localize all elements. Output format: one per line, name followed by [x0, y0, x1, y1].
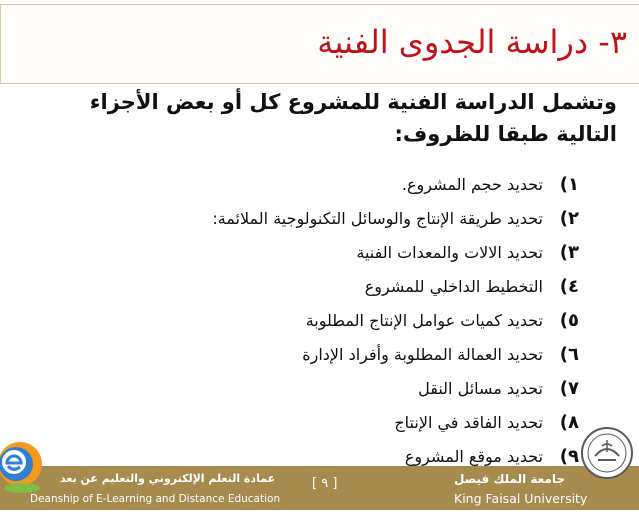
footer-bar — [0, 466, 639, 510]
item-text: تحديد العمالة المطلوبة وأفراد الإدارة — [302, 344, 543, 364]
item-number: ٦) — [559, 343, 579, 365]
item-number: ٨) — [559, 411, 579, 433]
list-item — [59, 269, 579, 303]
list-item — [59, 167, 579, 201]
item-text: تحديد الالات والمعدات الفنية — [356, 242, 543, 262]
item-text: تحديد الفاقد في الإنتاج — [394, 412, 543, 432]
list-item — [59, 337, 579, 371]
item-number: ٢) — [559, 207, 579, 229]
item-text: تحديد مسائل النقل — [418, 378, 543, 398]
slide-title: ٣- دراسة الجدوى الفنية — [317, 23, 627, 61]
university-arabic: جامعة الملك فيصل — [454, 472, 566, 486]
list-item — [59, 405, 579, 439]
list-item — [59, 303, 579, 337]
item-number: ١) — [559, 173, 579, 195]
e-learning-logo-icon — [0, 428, 46, 496]
deanship-arabic: عمادة التعلم الإلكتروني والتعليم عن بعد — [60, 472, 276, 485]
item-text: تحديد موقع المشروع — [404, 446, 543, 466]
page-number: [ ٩ ] — [312, 476, 338, 491]
item-text: التخطيط الداخلي للمشروع — [364, 276, 543, 296]
list-item — [59, 235, 579, 269]
item-number: ٧) — [559, 377, 579, 399]
item-text: تحديد حجم المشروع. — [401, 174, 543, 194]
university-seal-icon — [580, 426, 634, 480]
list-item — [59, 371, 579, 405]
item-number: ٩) — [559, 445, 579, 467]
item-number: ٣) — [559, 241, 579, 263]
item-text: تحديد طريقة الإنتاج والوسائل التكنولوجية الملائمة: — [212, 208, 543, 228]
title-box — [0, 4, 639, 84]
deanship-english: Deanship of E-Learning and Distance Education — [30, 493, 281, 505]
list-item — [59, 201, 579, 235]
intro-text: وتشمل الدراسة الفنية للمشروع كل أو بعض الأجزاء التالية طبقا للظروف: — [89, 90, 617, 146]
item-number: ٤) — [559, 275, 579, 297]
university-english: King Faisal University — [454, 491, 588, 506]
item-number: ٥) — [559, 309, 579, 331]
item-text: تحديد كميات عوامل الإنتاج المطلوبة — [305, 310, 543, 330]
items-list — [59, 167, 579, 473]
